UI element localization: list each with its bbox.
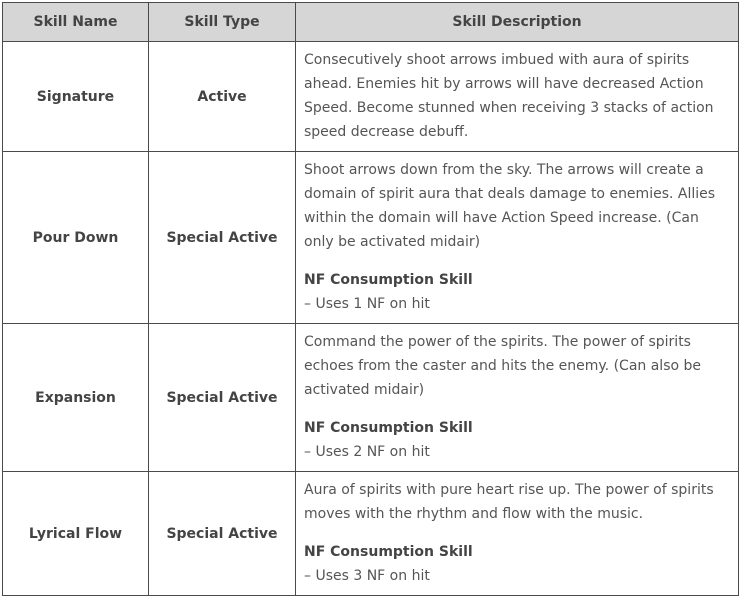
table-header bbox=[3, 3, 739, 42]
skill-type-cell: Special Active bbox=[149, 152, 296, 324]
skill-description-cell bbox=[296, 472, 739, 596]
skill-description-cell bbox=[296, 152, 739, 324]
nf-consumption-usage: – Uses 2 NF on hit bbox=[304, 444, 430, 460]
nf-consumption-block bbox=[304, 416, 730, 464]
table-row bbox=[3, 472, 739, 596]
header-row bbox=[3, 3, 739, 42]
skill-name-cell: Signature bbox=[3, 42, 149, 152]
skill-table bbox=[2, 2, 739, 596]
nf-consumption-block bbox=[304, 540, 730, 588]
table-body bbox=[3, 42, 739, 596]
skill-description-text: Shoot arrows down from the sky. The arrows will create a domain of spirit aura that deals damage to enemies. Allies within the domain will have Action Speed increase. (Can only be activated midair) bbox=[304, 162, 716, 250]
header-skill-description: Skill Description bbox=[296, 3, 739, 42]
skill-description-text: Command the power of the spirits. The power of spirits echoes from the caster and hits the enemy. (Can also be activated midair) bbox=[304, 334, 701, 398]
skill-name-cell: Pour Down bbox=[3, 152, 149, 324]
table-row bbox=[3, 42, 739, 152]
nf-consumption-title: NF Consumption Skill bbox=[304, 272, 473, 288]
skill-type-cell: Active bbox=[149, 42, 296, 152]
skill-name-cell: Expansion bbox=[3, 324, 149, 472]
skill-type-cell: Special Active bbox=[149, 472, 296, 596]
header-skill-type: Skill Type bbox=[149, 3, 296, 42]
nf-consumption-usage: – Uses 1 NF on hit bbox=[304, 296, 430, 312]
skill-description-text: Consecutively shoot arrows imbued with aura of spirits ahead. Enemies hit by arrows will have decreased Action Speed. Become stunned when receiving 3 stacks of action speed decrease debuff. bbox=[304, 52, 714, 140]
nf-consumption-usage: – Uses 3 NF on hit bbox=[304, 568, 430, 584]
skill-description-text: Aura of spirits with pure heart rise up. The power of spirits moves with the rhythm and flow with the music. bbox=[304, 482, 714, 522]
skill-description-cell bbox=[296, 42, 739, 152]
header-skill-name: Skill Name bbox=[3, 3, 149, 42]
nf-consumption-block bbox=[304, 268, 730, 316]
skill-name-cell: Lyrical Flow bbox=[3, 472, 149, 596]
table-row bbox=[3, 152, 739, 324]
table-row bbox=[3, 324, 739, 472]
nf-consumption-title: NF Consumption Skill bbox=[304, 420, 473, 436]
skill-type-cell: Special Active bbox=[149, 324, 296, 472]
nf-consumption-title: NF Consumption Skill bbox=[304, 544, 473, 560]
skill-description-cell bbox=[296, 324, 739, 472]
